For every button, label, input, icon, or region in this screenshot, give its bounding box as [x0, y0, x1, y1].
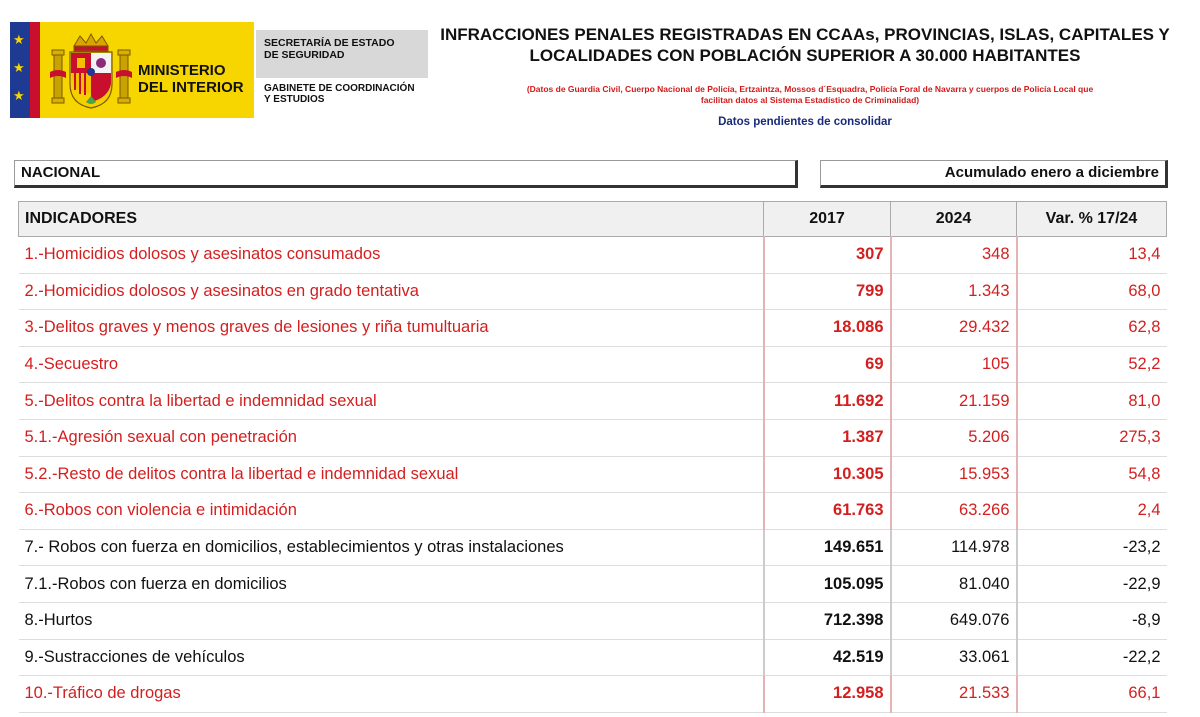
value-2017-cell: 712.398 — [764, 602, 891, 639]
period-selector[interactable]: Acumulado enero a diciembre — [820, 160, 1168, 188]
column-header-2024: 2024 — [891, 202, 1017, 237]
value-2024-cell: 114.978 — [891, 529, 1017, 566]
secretaria-line-1: SECRETARÍA DE ESTADO — [264, 37, 395, 49]
value-2017-cell: 69 — [764, 346, 891, 383]
secretaria-label — [264, 37, 394, 61]
column-header-variation: Var. % 17/24 — [1017, 202, 1167, 237]
sources-line-1: (Datos de Guardia Civil, Cuerpo Nacional de Policía, Ertzaintza, Mossos d´Esquadra, Policía Foral de Navarra y cuerpos de Policía Local que — [526, 84, 1094, 94]
value-2017-cell: 105.095 — [764, 566, 891, 603]
value-2017-cell: 799 — [764, 273, 891, 310]
ministry-line-2: DEL INTERIOR — [138, 79, 244, 96]
value-2017-cell: 149.651 — [764, 529, 891, 566]
value-2024-cell: 1.343 — [891, 273, 1017, 310]
table-row — [19, 456, 1167, 493]
variation-cell: 52,2 — [1017, 346, 1167, 383]
value-2024-cell: 15.953 — [891, 456, 1017, 493]
indicator-cell: 1.-Homicidios dolosos y asesinatos consumados — [19, 237, 764, 274]
ministry-line-1: MINISTERIO — [138, 62, 226, 79]
scope-selector[interactable]: NACIONAL — [14, 160, 798, 188]
value-2017-cell: 11.692 — [764, 383, 891, 420]
value-2024-cell: 21.533 — [891, 676, 1017, 713]
star-icon: ★ — [13, 89, 25, 104]
table-row — [19, 383, 1167, 420]
value-2024-cell: 63.266 — [891, 493, 1017, 530]
value-2017-cell: 307 — [764, 237, 891, 274]
value-2017-cell: 12.958 — [764, 676, 891, 713]
table-row — [19, 639, 1167, 676]
value-2024-cell: 649.076 — [891, 602, 1017, 639]
table-row — [19, 676, 1167, 713]
eu-flag-strip — [10, 22, 40, 118]
indicator-cell: 3.-Delitos graves y menos graves de lesiones y riña tumultuaria — [19, 310, 764, 347]
star-icon: ★ — [13, 33, 25, 48]
indicator-cell: 2.-Homicidios dolosos y asesinatos en grado tentativa — [19, 273, 764, 310]
value-2024-cell: 33.061 — [891, 639, 1017, 676]
indicator-cell: 7.1.-Robos con fuerza en domicilios — [19, 566, 764, 603]
variation-cell: 66,1 — [1017, 676, 1167, 713]
ministry-name — [138, 62, 244, 96]
table-row — [19, 310, 1167, 347]
flag-red-band — [30, 22, 40, 118]
column-header-indicators: INDICADORES — [19, 202, 764, 237]
variation-cell: 81,0 — [1017, 383, 1167, 420]
indicator-cell: 8.-Hurtos — [19, 602, 764, 639]
indicators-table — [18, 201, 1166, 713]
ministry-logo — [10, 22, 254, 118]
variation-cell: 2,4 — [1017, 493, 1167, 530]
variation-cell: -22,2 — [1017, 639, 1167, 676]
variation-cell: -8,9 — [1017, 602, 1167, 639]
indicator-cell: 7.- Robos con fuerza en domicilios, establecimientos y otras instalaciones — [19, 529, 764, 566]
indicator-cell: 5.-Delitos contra la libertad e indemnidad sexual — [19, 383, 764, 420]
table-row — [19, 529, 1167, 566]
value-2024-cell: 105 — [891, 346, 1017, 383]
gabinete-line-1: GABINETE DE COORDINACIÓN — [264, 83, 415, 94]
indicator-cell: 4.-Secuestro — [19, 346, 764, 383]
variation-cell: 62,8 — [1017, 310, 1167, 347]
value-2024-cell: 81.040 — [891, 566, 1017, 603]
table-row — [19, 493, 1167, 530]
gabinete-label — [264, 83, 415, 105]
variation-cell: 54,8 — [1017, 456, 1167, 493]
title-line-1: INFRACCIONES PENALES REGISTRADAS EN CCAAs, PROVINCIAS, ISLAS, CAPITALES Y — [440, 25, 1170, 44]
value-2017-cell: 1.387 — [764, 419, 891, 456]
data-sources-note — [460, 84, 1160, 106]
variation-cell: -22,9 — [1017, 566, 1167, 603]
table-row — [19, 419, 1167, 456]
table-row — [19, 273, 1167, 310]
secretaria-line-2: DE SEGURIDAD — [264, 49, 345, 61]
value-2017-cell: 42.519 — [764, 639, 891, 676]
table-row — [19, 566, 1167, 603]
value-2024-cell: 5.206 — [891, 419, 1017, 456]
variation-cell: -23,2 — [1017, 529, 1167, 566]
indicator-cell: 9.-Sustracciones de vehículos — [19, 639, 764, 676]
pending-data-note: Datos pendientes de consolidar — [718, 116, 892, 128]
star-icon: ★ — [13, 61, 25, 76]
value-2017-cell: 61.763 — [764, 493, 891, 530]
variation-cell: 275,3 — [1017, 419, 1167, 456]
title-line-2: LOCALIDADES CON POBLACIÓN SUPERIOR A 30.000 HABITANTES — [529, 46, 1081, 65]
value-2024-cell: 29.432 — [891, 310, 1017, 347]
gabinete-line-2: Y ESTUDIOS — [264, 94, 325, 105]
table-row — [19, 346, 1167, 383]
value-2024-cell: 21.159 — [891, 383, 1017, 420]
table-row — [19, 237, 1167, 274]
value-2017-cell: 10.305 — [764, 456, 891, 493]
indicator-cell: 6.-Robos con violencia e intimidación — [19, 493, 764, 530]
variation-cell: 68,0 — [1017, 273, 1167, 310]
variation-cell: 13,4 — [1017, 237, 1167, 274]
table-header-row — [19, 202, 1167, 237]
indicator-cell: 5.2.-Resto de delitos contra la libertad e indemnidad sexual — [19, 456, 764, 493]
indicator-cell: 5.1.-Agresión sexual con penetración — [19, 419, 764, 456]
value-2024-cell: 348 — [891, 237, 1017, 274]
sources-line-2: facilitan datos al Sistema Estadístico de Criminalidad) — [700, 95, 920, 105]
value-2017-cell: 18.086 — [764, 310, 891, 347]
indicator-cell: 10.-Tráfico de drogas — [19, 676, 764, 713]
column-header-2017: 2017 — [764, 202, 891, 237]
page-title — [440, 24, 1170, 66]
coat-of-arms-icon — [50, 32, 132, 112]
table-row — [19, 602, 1167, 639]
